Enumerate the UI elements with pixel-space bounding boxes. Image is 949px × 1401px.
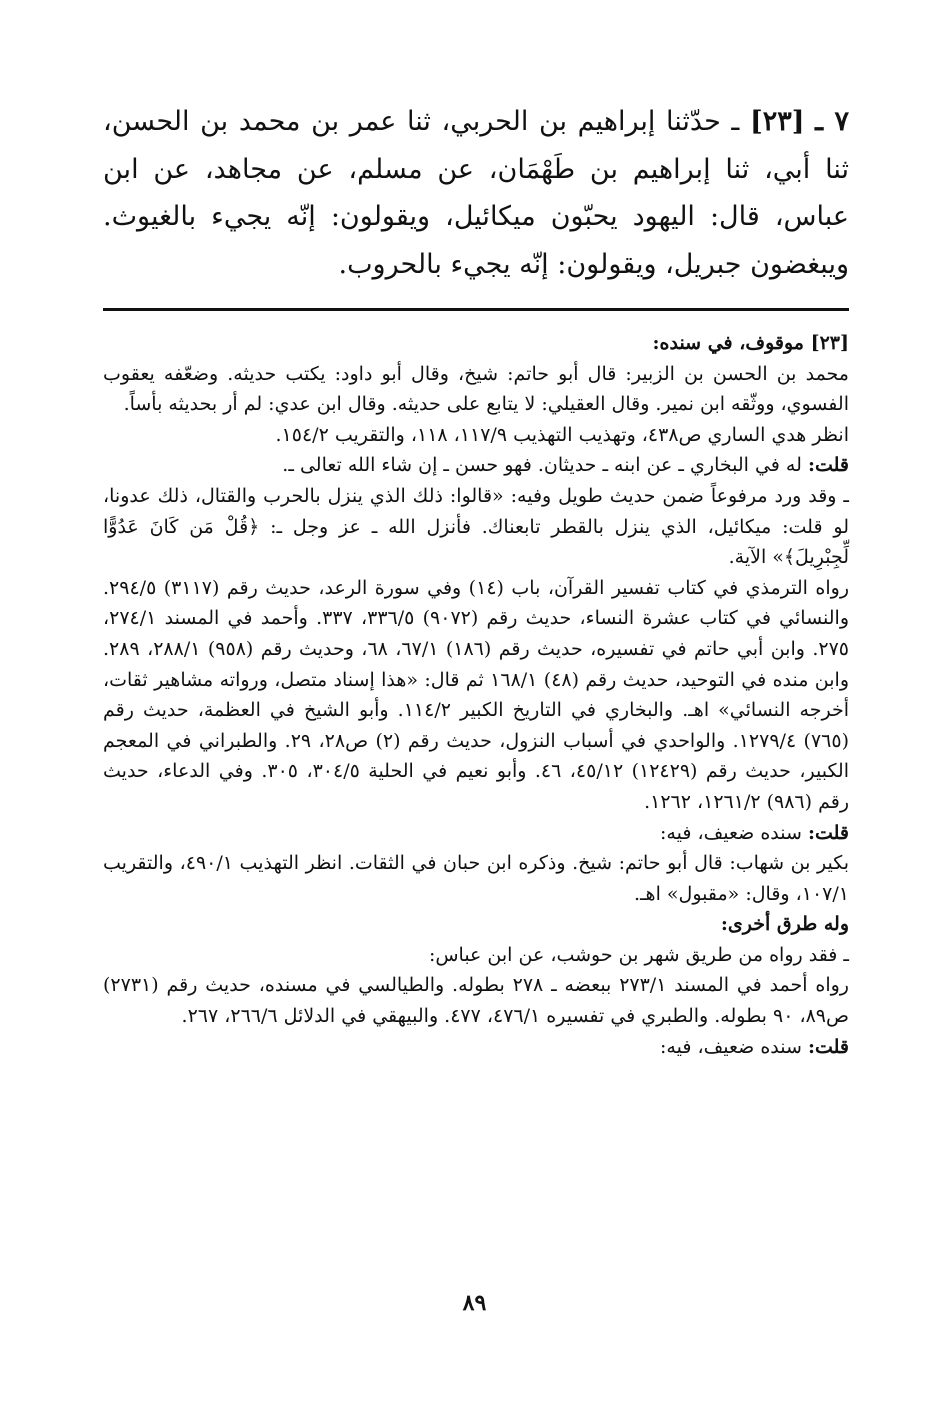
note-line — [103, 818, 849, 849]
page-number: ٨٩ — [462, 1290, 487, 1316]
note-text: بكير بن شهاب: قال أبو حاتم: شيخ. وذكره ابن حبان في الثقات. انظر التهذيب ٤٩٠/١، والتقريب ١٠٧/١، وقال: «مقبول» اهـ. — [103, 852, 849, 905]
note-text: ـ وقد ورد مرفوعاً ضمن حديث طويل وفيه: «قالوا: ذلك الذي ينزل بالحرب والقتال، ذلك عدونا، لو قلت: ميكائيل، الذي ينزل بالقطر تابعناك. فأنزل الله ـ عز وجل ـ: ﴿قُلْ مَن كَانَ عَدُوًّا لِّجِبْرِيلَ﴾» الآية. — [103, 484, 849, 569]
main-paragraph — [103, 98, 849, 288]
note-line — [103, 573, 849, 818]
note-line — [103, 970, 849, 1031]
note-lead: قلت: — [807, 454, 849, 477]
note-line — [103, 940, 849, 971]
note-line — [103, 420, 849, 451]
note-line — [103, 359, 849, 420]
main-text — [103, 98, 849, 288]
note-lead: [٢٣] موقوف، في سنده: — [652, 332, 849, 354]
hadith-number: ٧ ـ — [815, 106, 850, 137]
note-text: ـ فقد رواه من طريق شهر بن حوشب، عن ابن عباس: — [428, 943, 849, 966]
footnote-divider — [103, 308, 849, 311]
footnotes — [103, 328, 849, 1062]
note-lead: وله طرق أخرى: — [720, 913, 849, 936]
note-line — [103, 328, 849, 359]
note-line — [103, 909, 849, 940]
hadith-body: ـ حدّثنا إبراهيم بن الحربي، ثنا عمر بن محمد بن الحسن، ثنا أبي، ثنا إبراهيم بن طَهْمَان، عن مسلم، عن مجاهد، عن ابن عباس، قال: اليهود يحبّون ميكائيل، ويقولون: إنّه يجيء بالغيوث. ويبغضون جبريل، ويقولون: إنّه يجيء بالحروب. — [103, 106, 849, 280]
note-line — [103, 1032, 849, 1063]
note-line — [103, 481, 849, 573]
note-line — [103, 848, 849, 909]
note-lead: قلت: — [807, 1035, 849, 1058]
note-line — [103, 450, 849, 481]
note-text: له في البخاري ـ عن ابنه ـ حديثان. فهو حسن ـ إن شاء الله تعالى ـ. — [282, 454, 802, 477]
hadith-ref: [٢٣] — [749, 106, 805, 137]
note-text: محمد بن الحسن بن الزبير: قال أبو حاتم: شيخ، وقال أبو داود: يكتب حديثه. وضعّفه يعقوب الفسوي، ووثّقه ابن نمير. وقال العقيلي: لا يتابع على حديثه. وقال ابن عدي: لم أر بحديثه بأساً. — [103, 362, 849, 416]
note-text: رواه أحمد في المسند ٢٧٣/١ ببعضه ـ ٢٧٨ بطوله. والطيالسي في مسنده، حديث رقم (٢٧٣١) ص٨٩، ٩٠ بطوله. والطبري في تفسيره ٤٧٦/١، ٤٧٧. والبيهقي في الدلائل ٢٦٦/٦، ٢٦٧. — [103, 974, 849, 1028]
note-text: رواه الترمذي في كتاب تفسير القرآن، باب (١٤) وفي سورة الرعد، حديث رقم (٣١١٧) ٢٩٤/٥. والنسائي في كتاب عشرة النساء، حديث رقم (٩٠٧٢) ٣٣٦/٥، ٣٣٧. وأحمد في المسند ٢٧٤/١، ٢٧٥. وابن أبي حاتم في تفسيره، حديث رقم (١٨٦) ٦٧/١، ٦٨، وحديث رقم (٩٥٨) ٢٨٨/١، ٢٨٩. وابن منده في التوحيد، حديث رقم (٤٨) ١٦٨/١ ثم قال: «هذا إسناد متصل، ورواته مشاهير ثقات، أخرجه النسائي» اهـ. والبخاري في التاريخ الكبير ١١٤/٢. وأبو الشيخ في العظمة، حديث رقم (٧٦٥) ١٢٧٩/٤. والواحدي في أسباب النزول، حديث رقم (٢) ص٢٨، ٢٩. والطبراني في المعجم الكبير، حديث رقم (١٢٤٢٩) ٤٥/١٢، ٤٦. وأبو نعيم في الحلية ٣٠٤/٥، ٣٠٥. وفي الدعاء، حديث رقم (٩٨٦) ١٢٦١/٢، ١٢٦٢. — [103, 576, 850, 813]
note-text: سنده ضعيف، فيه: — [660, 1035, 802, 1058]
note-text: انظر هدي الساري ص٤٣٨، وتهذيب التهذيب ١١٧/٩، ١١٨، والتقريب ١٥٤/٢. — [275, 423, 849, 446]
note-text: سنده ضعيف، فيه: — [660, 821, 802, 844]
note-lead: قلت: — [807, 821, 849, 844]
